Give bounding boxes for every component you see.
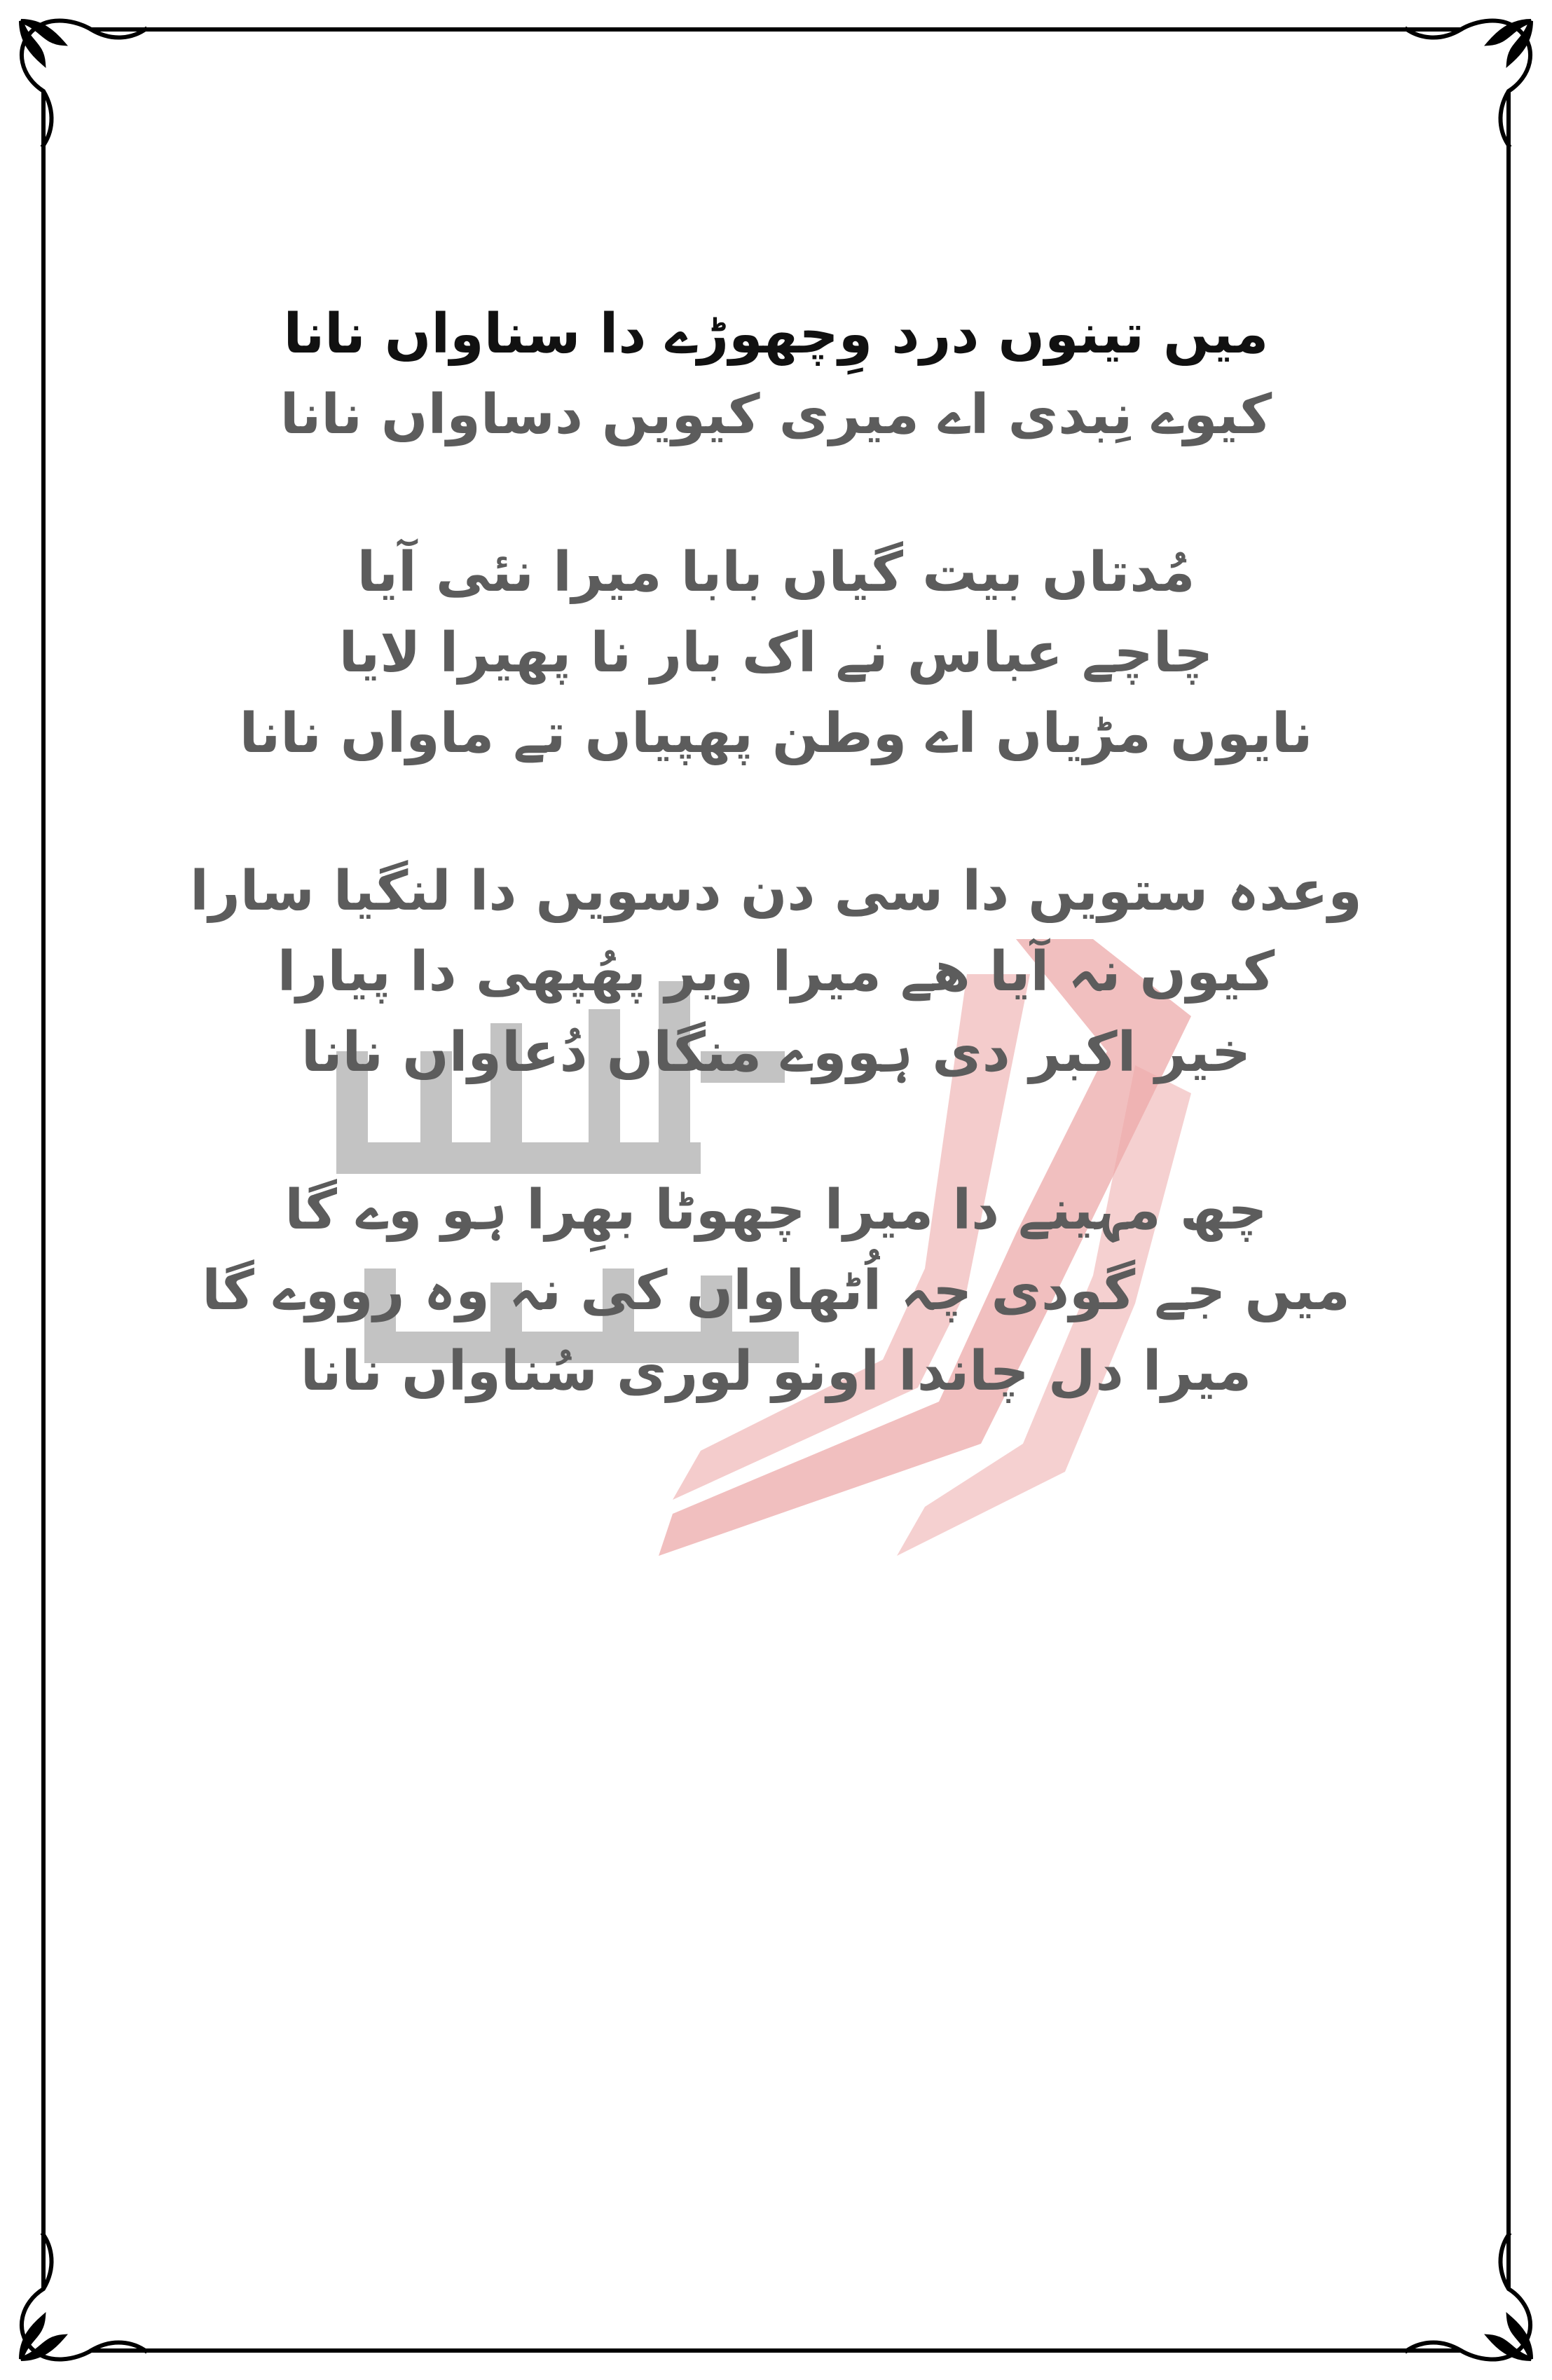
corner-ornament-bottom-right bbox=[1405, 2233, 1531, 2359]
corner-ornament-top-left bbox=[21, 21, 147, 147]
poem-line: وعدہ ستویں دا سی دن دسویں دا لنگیا سارا bbox=[190, 860, 1362, 923]
stanza-2 bbox=[140, 533, 1412, 774]
poem-line: میرا دل چاندا اونو لوری سُناواں نانا bbox=[300, 1340, 1252, 1403]
poem bbox=[140, 294, 1412, 1412]
poem-line: چاچے عباس نے اک بار نا پھیرا لایا bbox=[338, 622, 1214, 685]
stanza-1 bbox=[140, 294, 1412, 456]
poem-line: کیوں نہ آیا ھے میرا ویر پھُپھی دا پیارا bbox=[277, 941, 1275, 1004]
poem-line: نایوں مڑیاں اے وطن پھپیاں تے ماواں نانا bbox=[239, 702, 1313, 765]
poem-title-line-2: کیوے نِبدی اے میری کیویں دساواں نانا bbox=[280, 383, 1272, 446]
stanza-gap bbox=[140, 456, 1412, 533]
stanza-gap bbox=[140, 774, 1412, 852]
stanza-4 bbox=[140, 1170, 1412, 1412]
poem-line: چھ مہینے دا میرا چھوٹا بھِرا ہو وے گا bbox=[284, 1179, 1268, 1242]
corner-ornament-bottom-left bbox=[21, 2233, 147, 2359]
poem-title-line-1: میں تینوں درد وِچھوڑے دا سناواں نانا bbox=[283, 303, 1269, 366]
stanza-3 bbox=[140, 852, 1412, 1093]
poem-line: خیر اکبر دی ہووے منگاں دُعاواں نانا bbox=[301, 1021, 1251, 1084]
poem-line: مُدتاں بیت گیاں بابا میرا نئی آیا bbox=[357, 541, 1195, 604]
stanza-gap bbox=[140, 1093, 1412, 1170]
poem-line: میں جے گودی چہ اُٹھاواں کی نہ وہ رووے گا bbox=[202, 1259, 1350, 1322]
corner-ornament-top-right bbox=[1405, 21, 1531, 147]
